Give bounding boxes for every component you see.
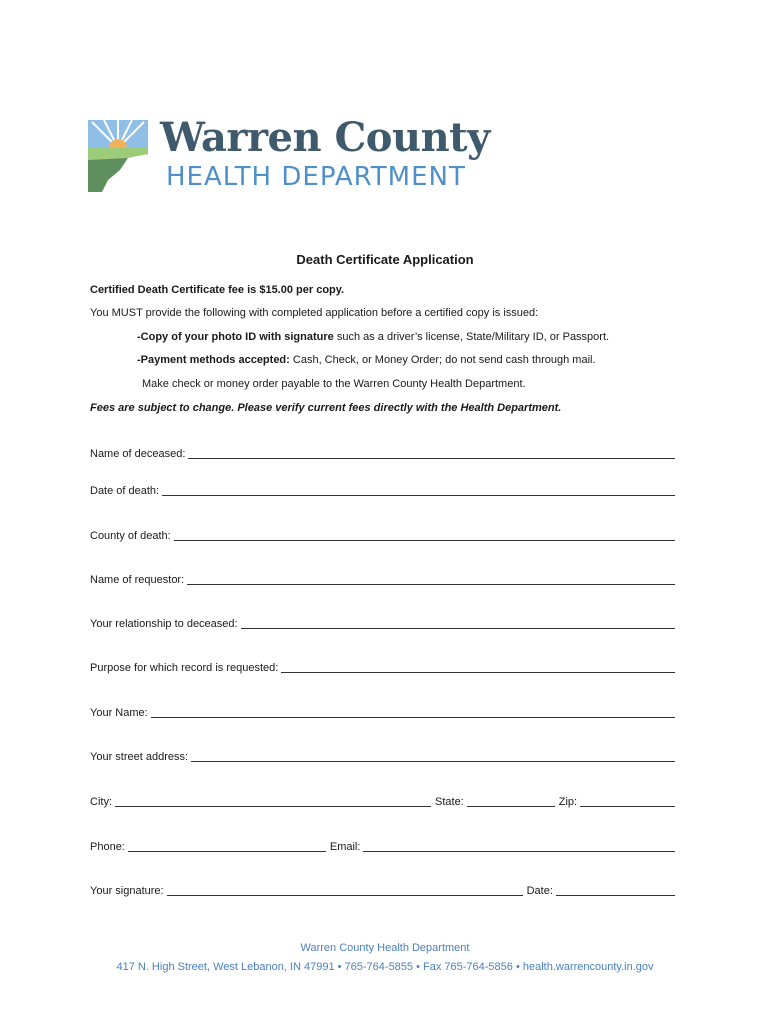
state-blank[interactable] <box>467 796 555 807</box>
name-of-deceased-field[interactable]: Name of deceased: <box>90 447 675 461</box>
name-of-requestor-field[interactable]: Name of requestor: <box>90 573 675 587</box>
fee-line: Certified Death Certificate fee is $15.00 per copy. <box>90 284 345 296</box>
street-address-blank[interactable] <box>191 751 675 762</box>
relationship-blank[interactable] <box>241 618 675 629</box>
relationship-field[interactable]: Your relationship to deceased: <box>90 617 675 631</box>
payable-instructions: Make check or money order payable to the Warren County Health Department. <box>142 378 526 390</box>
city-state-zip-field[interactable]: City: State: Zip: <box>90 795 675 809</box>
date-blank[interactable] <box>556 885 675 896</box>
name-of-requestor-blank[interactable] <box>187 574 675 585</box>
city-blank[interactable] <box>115 796 431 807</box>
purpose-blank[interactable] <box>281 662 675 673</box>
phone-email-field[interactable]: Phone: Email: <box>90 840 675 854</box>
payment-methods: -Payment methods accepted: Cash, Check, or Money Order; do not send cash through mail. <box>137 354 596 366</box>
email-blank[interactable] <box>363 841 675 852</box>
signature-date-field[interactable]: Your signature: Date: <box>90 884 675 898</box>
signature-blank[interactable] <box>167 885 523 896</box>
fees-notice: Fees are subject to change. Please verify current fees directly with the Health Department. <box>90 402 562 414</box>
phone-blank[interactable] <box>128 841 326 852</box>
street-address-field[interactable]: Your street address: <box>90 750 675 764</box>
footer-org: Warren County Health Department <box>300 942 470 954</box>
your-name-blank[interactable] <box>151 707 675 718</box>
date-of-death-field[interactable]: Date of death: <box>90 484 675 498</box>
county-of-death-blank[interactable] <box>174 530 675 541</box>
name-of-deceased-blank[interactable] <box>188 448 675 459</box>
purpose-field[interactable]: Purpose for which record is requested: <box>90 661 675 675</box>
logo-subtitle: HEALTH DEPARTMENT <box>166 162 466 192</box>
footer-contact: 417 N. High Street, West Lebanon, IN 47991 • 765-764-5855 • Fax 765-764-5856 • health.warrencounty.in.gov <box>116 961 654 973</box>
your-name-field[interactable]: Your Name: <box>90 706 675 720</box>
photo-id-requirement: -Copy of your photo ID with signature such as a driver’s license, State/Military ID, or Passport. <box>137 331 610 343</box>
date-of-death-blank[interactable] <box>162 485 675 496</box>
document-title: Death Certificate Application <box>296 252 474 267</box>
warren-county-logo <box>88 114 490 196</box>
logo-title: Warren County <box>160 114 490 161</box>
zip-blank[interactable] <box>580 796 675 807</box>
county-sunrise-logo-icon <box>88 120 152 192</box>
county-of-death-field[interactable]: County of death: <box>90 529 675 543</box>
must-provide-line: You MUST provide the following with completed application before a certified copy is issued: <box>90 307 539 319</box>
